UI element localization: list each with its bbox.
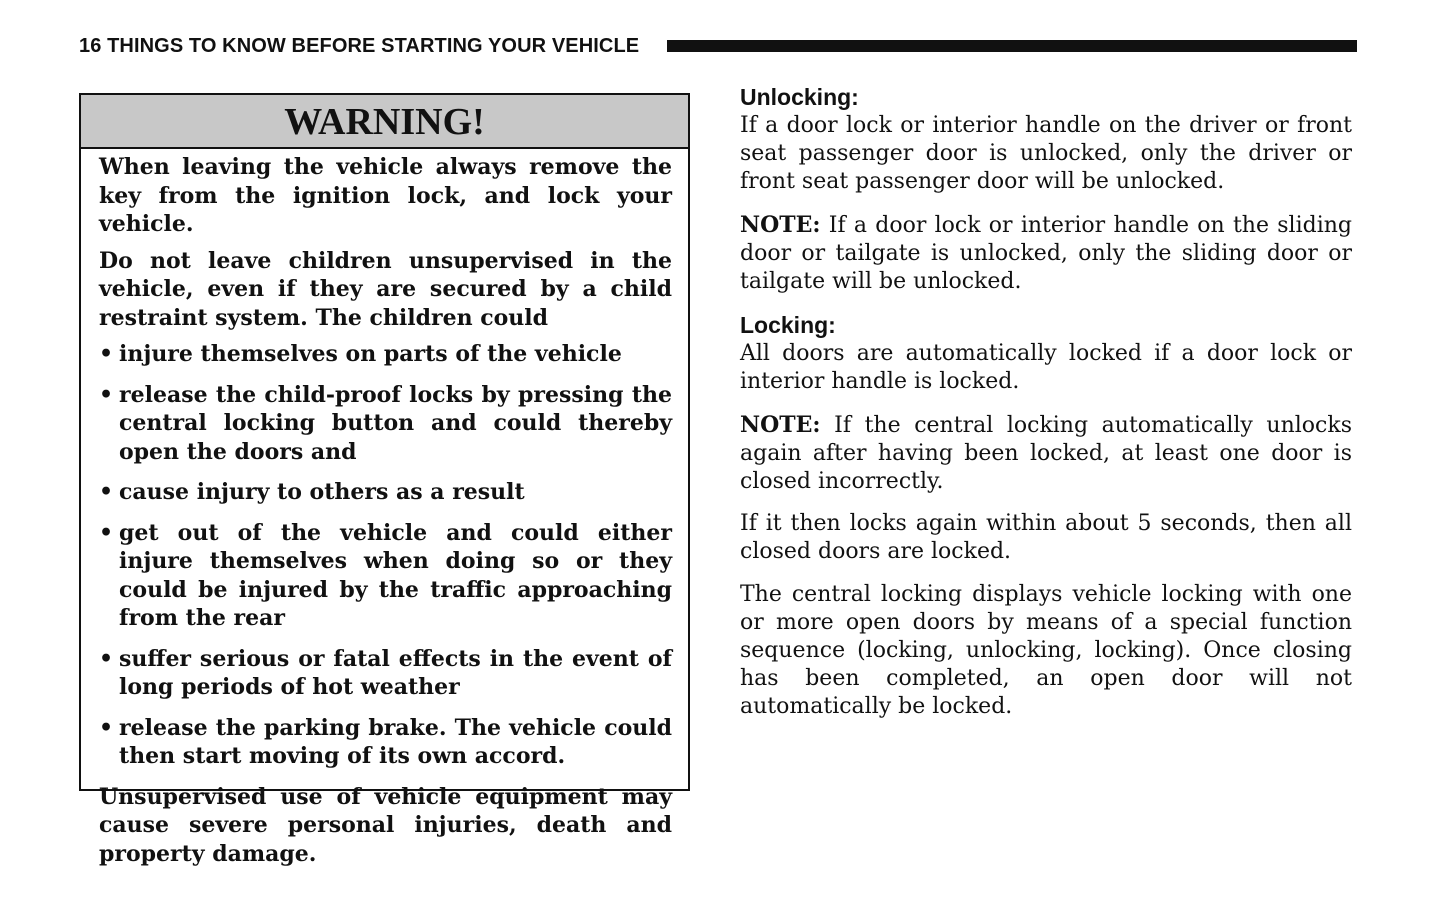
warning-bullet-item xyxy=(99,519,672,633)
warning-paragraph: When leaving the vehicle always remove the key from the ignition lock, and lock your vehicle. xyxy=(99,154,672,237)
header-rule xyxy=(667,40,1357,52)
note-text: If a door lock or interior handle on the sliding door or tailgate is unlocked, only the sliding door or tailgate will be unlocked. xyxy=(740,212,1352,295)
bullet-icon: • xyxy=(99,479,114,505)
page-header-text: 16 THINGS TO KNOW BEFORE STARTING YOUR VEHICLE xyxy=(79,35,640,57)
bullet-icon: • xyxy=(99,714,114,741)
warning-bullet-item xyxy=(99,645,672,702)
bullet-text: suffer serious or fatal effects in the event of long periods of hot weather xyxy=(119,645,672,700)
page-header xyxy=(79,34,1357,58)
right-column xyxy=(740,82,1352,736)
bullet-icon: • xyxy=(99,645,114,672)
warning-paragraph: Do not leave children unsupervised in the vehicle, even if they are secured by a child restraint system. The children could xyxy=(99,247,672,331)
warning-body xyxy=(81,149,688,868)
warning-closing: Unsupervised use of vehicle equipment may cause severe personal injuries, death and property damage. xyxy=(99,783,672,867)
note-label: NOTE: xyxy=(740,411,821,438)
warning-title: WARNING! xyxy=(81,95,688,149)
bullet-text: release the child-proof locks by pressing the central locking button and could thereby open the doors and xyxy=(119,381,672,465)
warning-bullet-item xyxy=(99,381,672,467)
locking-paragraph: The central locking displays vehicle locking with one or more open doors by means of a special function sequence (locking, unlocking, locking). Once closing has been completed, an open door will not automatically be locked. xyxy=(740,581,1352,720)
locking-paragraph: All doors are automatically locked if a door lock or interior handle is locked. xyxy=(740,341,1352,395)
bullet-text: release the parking brake. The vehicle could then start moving of its own accord. xyxy=(119,714,672,769)
bullet-icon: • xyxy=(99,341,114,367)
warning-bullet-item xyxy=(99,340,672,369)
bullet-text: cause injury to others as a result xyxy=(119,479,525,505)
unlocking-note xyxy=(740,211,1352,297)
unlocking-heading: Unlocking: xyxy=(740,84,859,110)
warning-bullet-item xyxy=(99,714,672,771)
warning-box xyxy=(79,93,690,867)
bullet-text: get out of the vehicle and could either injure themselves when doing so or they could be injured by the traffic approaching from the rear xyxy=(119,519,672,631)
unlocking-paragraph: If a door lock or interior handle on the driver or front seat passenger door is unlocked, only the driver or front seat passenger door will be unlocked. xyxy=(740,113,1352,195)
bullet-icon: • xyxy=(99,381,114,408)
locking-note xyxy=(740,411,1352,497)
warning-bullet-item xyxy=(99,478,672,507)
locking-paragraph: If it then locks again within about 5 seconds, then all closed doors are locked. xyxy=(740,511,1352,565)
note-text: If the central locking automatically unlocks again after having been locked, at least one door is closed incorrectly. xyxy=(740,412,1352,495)
locking-heading: Locking: xyxy=(740,312,836,339)
warning-bullet-list xyxy=(99,340,672,771)
note-label: NOTE: xyxy=(740,211,821,238)
bullet-icon: • xyxy=(99,519,114,546)
bullet-text: injure themselves on parts of the vehicle xyxy=(119,341,622,367)
